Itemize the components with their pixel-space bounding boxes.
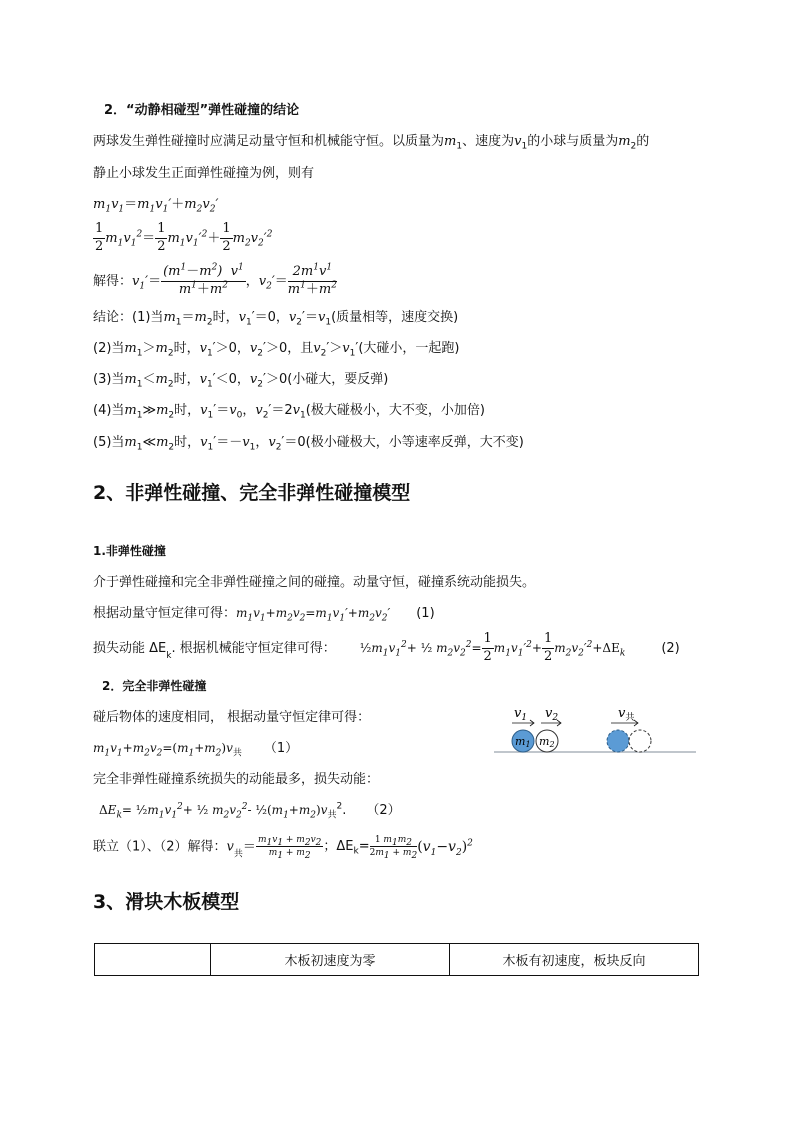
sub-heading-elastic: 2．“动静相碰型”弹性碰撞的结论 <box>104 103 300 118</box>
c1-note: (质量相等，速度交换) <box>331 310 459 325</box>
perfectly-inelastic-desc: 碰后物体的速度相同， 根据动量守恒定律可得： <box>93 710 371 725</box>
conclusion-1: 结论：(1)当$m_1=m_2$时，$v_1'=0$，$v_2'=v_1$(质量相等，速度交换) <box>93 310 459 328</box>
perfectly-inelastic-title: 2．完全非弹性碰撞 <box>102 679 207 693</box>
v2-label: $v_2$ <box>545 706 559 723</box>
intro-text-d: 的 <box>636 134 650 149</box>
inelastic-momentum-lead: 根据动量守恒定律可得： <box>93 606 237 621</box>
perfectly-inelastic-momentum: $m_1v_1+m_2v_2=(m_1+m_2)v_共$ （1） <box>93 741 299 759</box>
c3-lead: (3)当 <box>93 372 125 387</box>
inelastic-desc: 介于弹性碰撞和完全非弹性碰撞之间的碰撞。动量守恒，碰撞系统动能损失。 <box>93 575 536 590</box>
intro-text-a: 两球发生弹性碰撞时应满足动量守恒和机械能守恒。以质量为 <box>93 134 445 149</box>
inelastic-momentum: 根据动量守恒定律可得：$m_1v_1+m_2v_2=m_1v_1'+m_2v_2'$ (1) <box>93 606 435 624</box>
conclusion-label: 结论： <box>93 310 133 325</box>
c1-shi: 时， <box>212 310 239 325</box>
joint-lead: 联立（1）、（2）解得： <box>93 839 227 855</box>
ball-m2-after <box>629 730 651 752</box>
slider-board-table <box>94 943 699 976</box>
table-header-zero-velocity: 木板初速度为零 <box>211 944 450 976</box>
inelastic-energy: 损失动能 $\Delta E_k$. 根据机械能守恒定律可得： $\frac{1}{2}m_1v_1^2+$ ½ $m_2v_2^2=$ $\frac{1}{2}$ $m_1v_1'^2+$ $\frac{1}{2}$ $m_2v_2'^2+\Delta E_k$ (2) <box>93 631 680 664</box>
perfectly-eq1-tag: （1） <box>263 741 299 756</box>
intro-text-c: 的小球与质量为 <box>527 134 619 149</box>
c2-note: (大碰小，一起跑) <box>358 341 460 356</box>
inelastic-eq2-tag: (2) <box>661 640 680 656</box>
elastic-intro-line2: 静止小球发生正面弹性碰撞为例，则有 <box>93 166 315 181</box>
m2-label: m2 <box>539 735 555 749</box>
inelastic-title: 1.非弹性碰撞 <box>93 544 166 558</box>
gong-sub-2: 共 <box>327 810 337 821</box>
c2-mid: ，且 <box>287 341 314 356</box>
perfectly-inelastic-loss-eq: $\Delta E_k=$ $\frac{1}{2}m_1v_1^2+$ ½ $m_2v_2^2-$ $\frac{1}{2}(m_1+m_2)v_共^2$. （2） <box>99 801 401 821</box>
v-common-label: $v_共$ <box>618 706 635 723</box>
inelastic-energy-lead2: . 根据机械能守恒定律可得： <box>171 640 336 656</box>
c3-note: (小碰大，要反弹) <box>287 372 389 387</box>
elastic-intro-line1: 两球发生弹性碰撞时应满足动量守恒和机械能守恒。以质量为$m_1$、速度为$v_1$的小球与质量为$m_2$的 <box>93 134 650 152</box>
gong-sub-3: 共 <box>233 849 243 860</box>
perfectly-eq2-tag: （2） <box>366 803 401 818</box>
c5-note: (极小碰极大，小等速率反弹，大不变) <box>305 435 524 450</box>
ball-m1-after <box>607 730 629 752</box>
conclusion-4: (4)当$m_1≫m_2$时，$v_1'=v_0$，$v_2'=2v_1$(极大碰极小，大不变，小加倍) <box>93 403 485 421</box>
c4-lead: (4)当 <box>93 403 125 418</box>
joint-solution: 联立（1）、（2）解得：$v_共=$ $\frac{m_1v_1 + m_2v_2}{m_1 + m_2}$ ；$\Delta E_k=$ $\frac{1 m_1m_2}{2m_1 + m_2}$ $(v_1-v_2)^2$ <box>93 835 473 862</box>
c4-shi: 时， <box>174 403 201 418</box>
c2-lead: (2)当 <box>93 341 125 356</box>
conclusion-2: (2)当$m_1>m_2$时，$v_1'>0$，$v_2'>0$，且$v_2'>v_1'$(大碰小，一起跑) <box>93 341 460 359</box>
section-2-title: 2、非弹性碰撞、完全非弹性碰撞模型 <box>93 482 411 504</box>
table-header-initial-velocity: 木板有初速度，板块反向 <box>450 944 699 976</box>
v1-label: $v_1$ <box>514 706 528 723</box>
table-cell-empty <box>95 944 211 976</box>
c5-shi: 时， <box>174 435 201 450</box>
perfectly-inelastic-loss: 完全非弹性碰撞系统损失的动能最多，损失动能： <box>93 772 380 787</box>
intro-text-b: 、速度为 <box>462 134 515 149</box>
table-row <box>95 944 699 976</box>
c4-note: (极大碰极小，大不变，小加倍) <box>305 403 485 418</box>
c2-shi: 时， <box>173 341 200 356</box>
c1-lead: (1)当 <box>132 310 164 325</box>
collision-diagram <box>490 700 700 760</box>
c3-shi: 时， <box>173 372 200 387</box>
inelastic-energy-lead: 损失动能 ΔE <box>93 640 167 656</box>
c5-lead: (5)当 <box>93 435 125 450</box>
conclusion-5: (5)当$m_1≪m_2$时，$v_1'=-v_1$，$v_2'=0$(极小碰极大，小等速率反弹，大不变) <box>93 435 524 453</box>
gong-sub-1: 共 <box>232 748 242 759</box>
momentum-equation: $m_1v_1=m_1v_1'+m_2v_2'$ <box>93 197 219 215</box>
solve-label: 解得： <box>93 273 133 289</box>
inelastic-eq1-tag: (1) <box>416 606 435 621</box>
m1-label: m1 <box>515 735 531 749</box>
energy-equation: $\frac{1}{2}$ $m_1v_1^2=$ $\frac{1}{2}$ $m_1v_1'^2+$ $\frac{1}{2}$ $m_2v_2'^2$ <box>95 221 273 254</box>
section-3-title: 3、滑块木板模型 <box>93 891 240 913</box>
conclusion-3: (3)当$m_1<m_2$时，$v_1'<0$，$v_2'>0$(小碰大，要反弹) <box>93 372 389 390</box>
solution-line: 解得：$v_1'=$ $\frac{(m^1-m^2) v^1}{m^1+m^2}$ ，$v_2'=$ $\frac{2m^1v^1}{m^1+m^2}$ <box>93 262 337 297</box>
